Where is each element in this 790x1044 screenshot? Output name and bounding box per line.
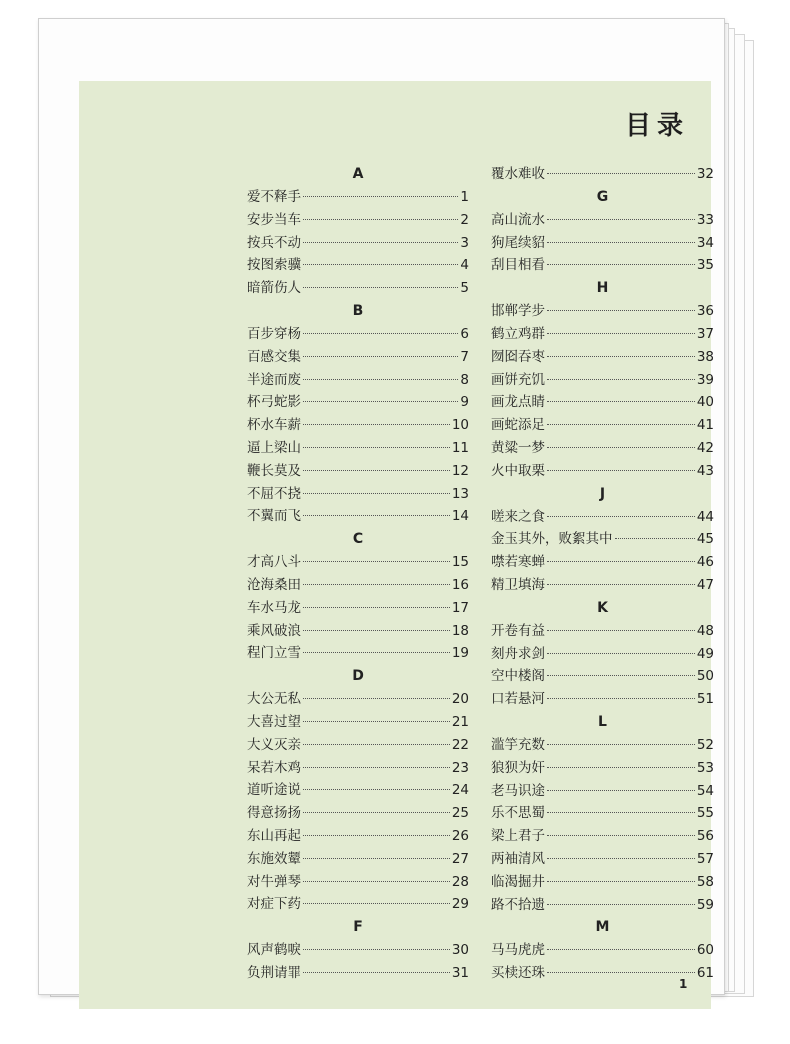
- dot-leader: [547, 424, 695, 425]
- toc-entry-title: 大公无私: [247, 691, 301, 708]
- section-letter: D: [352, 668, 364, 685]
- toc-entry-page: 34: [696, 234, 714, 251]
- dot-leader: [303, 721, 450, 722]
- toc-entry-page: 9: [460, 394, 469, 411]
- dot-leader: [547, 972, 695, 973]
- toc-entry-title: 噤若寒蝉: [491, 554, 545, 571]
- toc-entry-title: 对症下药: [247, 896, 301, 913]
- toc-entry-page: 16: [451, 576, 469, 593]
- toc-entry: [247, 620, 469, 643]
- toc-entry-title: 逼上梁山: [247, 439, 301, 456]
- section-letter: K: [597, 599, 608, 616]
- toc-entry-page: 42: [696, 439, 714, 456]
- toc-entry: [247, 414, 469, 437]
- dot-leader: [303, 219, 458, 220]
- toc-entry-page: 12: [451, 462, 469, 479]
- toc-entry: [247, 597, 469, 620]
- toc-entry-page: 4: [460, 257, 469, 274]
- dot-leader: [303, 379, 458, 380]
- dot-leader: [547, 904, 695, 905]
- toc-entry: [247, 825, 469, 848]
- toc-entry-title: 爱不释手: [247, 189, 301, 205]
- toc-panel: [79, 81, 714, 1009]
- dot-leader: [303, 949, 450, 950]
- dot-leader: [547, 264, 695, 265]
- dot-leader: [547, 219, 695, 220]
- toc-entry-title: 才高八斗: [247, 554, 301, 571]
- toc-entry-page: 24: [451, 782, 469, 799]
- dot-leader: [303, 242, 458, 243]
- dot-leader: [547, 767, 695, 768]
- toc-entry-title: 鞭长莫及: [247, 462, 301, 479]
- toc-entry: [491, 688, 714, 711]
- toc-entry-title: 覆水难收: [491, 166, 545, 182]
- dot-leader: [303, 264, 458, 265]
- dot-leader: [547, 858, 695, 859]
- toc-entry-title: 梁上君子: [491, 828, 545, 845]
- toc-entry: [491, 871, 714, 894]
- toc-entry-page: 3: [460, 234, 469, 251]
- toc-entry: [491, 780, 714, 803]
- toc-entry-title: 邯郸学步: [491, 303, 545, 320]
- dot-leader: [547, 835, 695, 836]
- dot-leader: [303, 789, 450, 790]
- toc-entry: [247, 483, 469, 506]
- toc-entry-title: 鹤立鸡群: [491, 325, 545, 342]
- toc-entry-title: 两袖清风: [491, 850, 545, 867]
- toc-entry-page: 8: [460, 371, 469, 388]
- toc-entry-title: 路不拾遗: [491, 896, 545, 913]
- toc-entry-title: 大义灭亲: [247, 736, 301, 753]
- toc-entry-page: 57: [696, 850, 714, 867]
- toc-entry: [247, 323, 469, 346]
- toc-entry: [491, 460, 714, 483]
- toc-entry-title: 狗尾续貂: [491, 234, 545, 251]
- section-letter: L: [598, 713, 607, 730]
- toc-entry-title: 乘风破浪: [247, 622, 301, 639]
- toc-entry-title: 空中楼阁: [491, 668, 545, 685]
- toc-entry-page: 49: [696, 645, 714, 662]
- toc-entry: [247, 551, 469, 574]
- toc-entry-page: 17: [451, 599, 469, 616]
- page-number: 1: [679, 977, 688, 991]
- toc-entry: [247, 848, 469, 871]
- toc-entry: [491, 848, 714, 871]
- toc-entry: [491, 232, 714, 255]
- toc-entry: [491, 939, 714, 962]
- toc-entry-title: 高山流水: [491, 211, 545, 228]
- toc-entry-title: 东施效颦: [247, 850, 301, 867]
- toc-entry-title: 安步当车: [247, 211, 301, 228]
- toc-entry-title: 百步穿杨: [247, 325, 301, 342]
- dot-leader: [303, 812, 450, 813]
- dot-leader: [547, 584, 695, 585]
- dot-leader: [303, 767, 450, 768]
- dot-leader: [303, 401, 458, 402]
- toc-entry-page: 58: [696, 873, 714, 890]
- dot-leader: [303, 972, 450, 973]
- toc-entry: [247, 369, 469, 392]
- toc-entry: [247, 186, 469, 209]
- toc-entry-page: 59: [696, 896, 714, 913]
- dot-leader: [547, 949, 695, 950]
- dot-leader: [303, 287, 458, 288]
- toc-entry-title: 精卫填海: [491, 576, 545, 593]
- toc-entry-page: 25: [451, 805, 469, 822]
- dot-leader: [547, 242, 695, 243]
- toc-entry-title: 暗箭伤人: [247, 280, 301, 297]
- toc-entry-page: 47: [696, 576, 714, 593]
- dot-leader: [547, 812, 695, 813]
- toc-entry: [491, 734, 714, 757]
- dot-leader: [547, 675, 695, 676]
- section-letter: A: [352, 166, 364, 182]
- toc-entry: [491, 437, 714, 460]
- toc-entry-page: 60: [696, 942, 714, 959]
- toc-entry: [247, 460, 469, 483]
- toc-entry-page: 37: [696, 325, 714, 342]
- toc-entry-title: 道听途说: [247, 782, 301, 799]
- dot-leader: [303, 881, 450, 882]
- toc-entry-title: 画饼充饥: [491, 371, 545, 388]
- toc-entry-page: 30: [451, 942, 469, 959]
- toc-entry-page: 38: [696, 348, 714, 365]
- section-letter: H: [596, 280, 609, 297]
- toc-entry-page: 31: [451, 964, 469, 981]
- page-title: 目录: [624, 111, 689, 141]
- dot-leader: [547, 310, 695, 311]
- dot-leader: [303, 744, 450, 745]
- toc-entry: [491, 163, 714, 186]
- toc-entry-title: 风声鹤唳: [247, 942, 301, 959]
- dot-leader: [303, 356, 458, 357]
- toc-entry: [247, 757, 469, 780]
- toc-entry-page: 18: [451, 622, 469, 639]
- toc-entry-page: 5: [460, 280, 469, 297]
- dot-leader: [303, 903, 450, 904]
- toc-entry-title: 刮目相看: [491, 257, 545, 274]
- toc-entry-page: 10: [451, 417, 469, 434]
- dot-leader: [547, 333, 695, 334]
- dot-leader: [547, 447, 695, 448]
- toc-entry: [491, 414, 714, 437]
- toc-entry-page: 26: [451, 827, 469, 844]
- toc-entry-title: 按兵不动: [247, 234, 301, 251]
- toc-entry-page: 35: [696, 257, 714, 274]
- dot-leader: [547, 881, 695, 882]
- toc-entry-page: 22: [451, 736, 469, 753]
- dot-leader: [303, 515, 450, 516]
- toc-entry-title: 对牛弹琴: [247, 873, 301, 890]
- section-letter: B: [352, 302, 364, 319]
- toc-column-left: [247, 163, 469, 985]
- toc-entry: [247, 871, 469, 894]
- dot-leader: [547, 173, 695, 174]
- toc-entry-page: 61: [696, 965, 714, 982]
- toc-entry-page: 40: [696, 394, 714, 411]
- dot-leader: [303, 196, 458, 197]
- toc-entry-title: 呆若木鸡: [247, 759, 301, 776]
- toc-entry: [247, 254, 469, 277]
- toc-entry-page: 54: [696, 782, 714, 799]
- section-letter: F: [353, 919, 363, 936]
- dot-leader: [547, 356, 695, 357]
- toc-entry-title: 不屈不挠: [247, 485, 301, 502]
- dot-leader: [547, 470, 695, 471]
- dot-leader: [547, 790, 695, 791]
- toc-entry: [491, 894, 714, 917]
- toc-entry-page: 27: [451, 850, 469, 867]
- dot-leader: [303, 835, 450, 836]
- dot-leader: [303, 561, 450, 562]
- toc-entry-title: 金玉其外，败絮其中: [491, 531, 613, 548]
- book-page: [38, 18, 725, 995]
- toc-entry: [247, 711, 469, 734]
- toc-entry-title: 大喜过望: [247, 713, 301, 730]
- dot-leader: [303, 424, 450, 425]
- toc-entry: [247, 391, 469, 414]
- toc-entry-page: 44: [696, 508, 714, 525]
- toc-entry-page: 45: [696, 531, 714, 548]
- toc-entry-title: 不翼而飞: [247, 508, 301, 525]
- toc-entry-title: 买椟还珠: [491, 965, 545, 982]
- toc-entry: [491, 665, 714, 688]
- toc-entry-title: 半途而废: [247, 371, 301, 388]
- toc-entry-title: 开卷有益: [491, 622, 545, 639]
- toc-entry-page: 50: [696, 668, 714, 685]
- toc-entry-page: 51: [696, 691, 714, 708]
- dot-leader: [547, 516, 695, 517]
- toc-entry: [491, 757, 714, 780]
- toc-entry-page: 2: [460, 211, 469, 228]
- toc-entry-page: 36: [696, 303, 714, 320]
- toc-entry: [247, 642, 469, 665]
- toc-entry: [491, 574, 714, 597]
- toc-entry: [247, 209, 469, 232]
- dot-leader: [303, 607, 450, 608]
- toc-entry: [491, 802, 714, 825]
- toc-entry-title: 负荆请罪: [247, 964, 301, 981]
- toc-entry-title: 杯弓蛇影: [247, 394, 301, 411]
- toc-entry-page: 29: [451, 896, 469, 913]
- toc-entry: [491, 300, 714, 323]
- toc-entry-title: 囫囵吞枣: [491, 348, 545, 365]
- toc-entry-title: 火中取栗: [491, 462, 545, 479]
- toc-entry-title: 得意扬扬: [247, 805, 301, 822]
- toc-entry-title: 嗟来之食: [491, 508, 545, 525]
- dot-leader: [303, 493, 450, 494]
- toc-entry: [247, 232, 469, 255]
- toc-entry: [247, 277, 469, 300]
- dot-leader: [303, 470, 450, 471]
- toc-entry-page: 15: [451, 554, 469, 571]
- toc-entry-page: 53: [696, 759, 714, 776]
- toc-entry: [491, 643, 714, 666]
- dot-leader: [547, 744, 695, 745]
- toc-entry-page: 32: [696, 166, 714, 182]
- dot-leader: [303, 630, 450, 631]
- dot-leader: [303, 858, 450, 859]
- section-letter: C: [352, 531, 364, 548]
- toc-entry: [247, 939, 469, 962]
- toc-entry-page: 14: [451, 508, 469, 525]
- toc-entry: [491, 323, 714, 346]
- dot-leader: [547, 630, 695, 631]
- dot-leader: [303, 698, 450, 699]
- toc-entry: [247, 779, 469, 802]
- dot-leader: [547, 653, 695, 654]
- toc-entry-page: 7: [460, 348, 469, 365]
- toc-entry-page: 48: [696, 622, 714, 639]
- toc-entry-title: 程门立雪: [247, 645, 301, 662]
- toc-entry-title: 滥竽充数: [491, 736, 545, 753]
- toc-entry-title: 狼狈为奸: [491, 759, 545, 776]
- toc-entry-title: 杯水车薪: [247, 417, 301, 434]
- dot-leader: [303, 584, 450, 585]
- toc-entry-title: 百感交集: [247, 348, 301, 365]
- dot-leader: [303, 652, 450, 653]
- toc-entry: [491, 391, 714, 414]
- toc-entry-title: 黄粱一梦: [491, 439, 545, 456]
- toc-column-right: [491, 163, 714, 985]
- toc-entry-title: 乐不思蜀: [491, 805, 545, 822]
- dot-leader: [547, 401, 695, 402]
- toc-entry-page: 20: [451, 691, 469, 708]
- toc-entry: [491, 528, 714, 551]
- dot-leader: [547, 379, 695, 380]
- dot-leader: [303, 447, 450, 448]
- toc-entry: [491, 369, 714, 392]
- section-letter: J: [599, 485, 606, 502]
- toc-entry: [247, 574, 469, 597]
- toc-entry-page: 33: [696, 211, 714, 228]
- toc-entry-title: 车水马龙: [247, 599, 301, 616]
- toc-entry: [491, 346, 714, 369]
- toc-entry-title: 口若悬河: [491, 691, 545, 708]
- toc-entry: [247, 505, 469, 528]
- toc-entry: [247, 893, 469, 916]
- toc-entry: [247, 802, 469, 825]
- toc-entry: [491, 506, 714, 529]
- toc-entry: [491, 825, 714, 848]
- toc-entry-title: 按图索骥: [247, 257, 301, 274]
- toc-entry-title: 沧海桑田: [247, 576, 301, 593]
- toc-entry: [247, 346, 469, 369]
- dot-leader: [615, 538, 695, 539]
- toc-entry-page: 52: [696, 736, 714, 753]
- toc-entry-page: 43: [696, 462, 714, 479]
- toc-entry-page: 13: [451, 485, 469, 502]
- toc-entry-page: 55: [696, 805, 714, 822]
- toc-entry-page: 41: [696, 417, 714, 434]
- toc-entry-page: 23: [451, 759, 469, 776]
- toc-entry-page: 21: [451, 713, 469, 730]
- toc-entry-title: 马马虎虎: [491, 942, 545, 959]
- toc-entry-page: 28: [451, 873, 469, 890]
- toc-entry: [491, 620, 714, 643]
- dot-leader: [547, 698, 695, 699]
- toc-entry: [247, 962, 469, 985]
- toc-entry-page: 39: [696, 371, 714, 388]
- section-letter: M: [595, 919, 610, 936]
- toc-entry: [247, 734, 469, 757]
- dot-leader: [303, 333, 458, 334]
- toc-entry-page: 46: [696, 554, 714, 571]
- toc-entry-page: 1: [460, 189, 469, 205]
- toc-entry-page: 19: [451, 645, 469, 662]
- toc-entry-page: 6: [460, 325, 469, 342]
- toc-entry-title: 老马识途: [491, 782, 545, 799]
- toc-entry-title: 画龙点睛: [491, 394, 545, 411]
- toc-entry: [247, 437, 469, 460]
- toc-entry-page: 11: [451, 439, 469, 456]
- toc-entry: [247, 688, 469, 711]
- toc-entry-title: 画蛇添足: [491, 417, 545, 434]
- toc-entry: [491, 551, 714, 574]
- dot-leader: [547, 561, 695, 562]
- toc-entry-title: 东山再起: [247, 827, 301, 844]
- toc-entry-page: 56: [696, 828, 714, 845]
- toc-entry: [491, 254, 714, 277]
- toc-entry-title: 临渴掘井: [491, 873, 545, 890]
- toc-entry: [491, 209, 714, 232]
- toc-entry-title: 刻舟求剑: [491, 645, 545, 662]
- section-letter: G: [596, 188, 609, 205]
